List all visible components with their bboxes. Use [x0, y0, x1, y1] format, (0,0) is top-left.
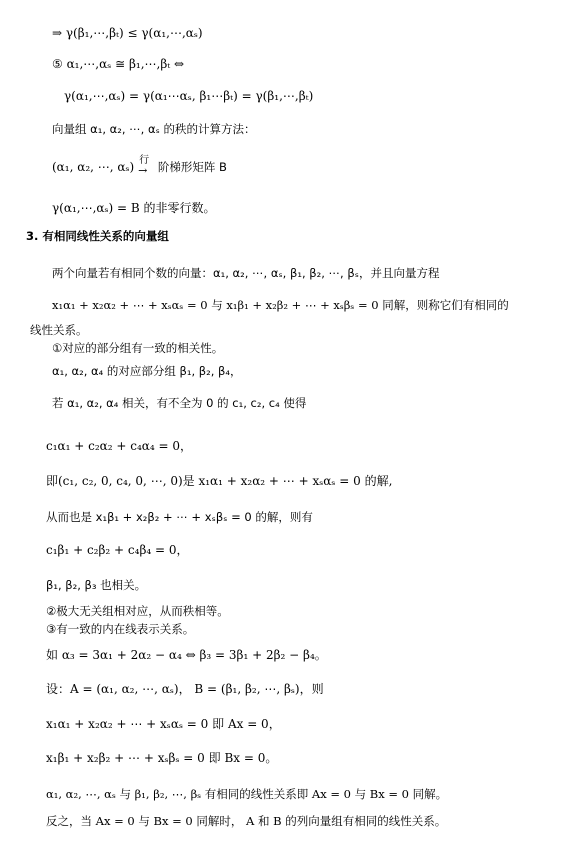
property-3: ③有一致的内在线表示关系。: [46, 622, 195, 636]
property-1: ①对应的部分组有一致的相关性。: [52, 341, 224, 355]
converse-statement: 反之，当 Ax = 0 与 Bx = 0 同解时， A 和 B 的列向量组有相同的线性关系。: [46, 814, 447, 828]
beta-dependent: β₁, β₂, β₃ 也相关。: [46, 578, 147, 592]
definition-line-2: x₁α₁ + x₂α₂ + ⋯ + xₛαₛ = 0 与 x₁β₁ + x₂β₂ + ⋯ + xₛβₛ = 0 同解，则称它们有相同的: [52, 298, 509, 312]
rank-method-heading: 向量组 α₁, α₂, ⋯, αₛ 的秩的计算方法：: [52, 122, 256, 136]
solution-vector: 即(c₁, c₂, 0, c₄, 0, ⋯, 0)是 x₁α₁ + x₂α₂ + ⋯ + xₛαₛ = 0 的解,: [46, 474, 393, 488]
section-heading: 3. 有相同线性关系的向量组: [26, 229, 169, 243]
vector-group: (α₁, α₂, ⋯, αₛ): [52, 160, 135, 174]
system-a: x₁α₁ + x₂α₂ + ⋯ + xₛαₛ = 0 即 Ax = 0，: [46, 717, 281, 731]
rank-equality-formula: γ(α₁,⋯,αₛ) = γ(α₁⋯αₛ, β₁⋯βₜ) = γ(β₁,⋯,βₜ): [64, 89, 314, 103]
equivalence-condition: ⑤ α₁,⋯,αₛ ≅ β₁,⋯,βₜ ⇔: [52, 57, 185, 71]
rank-nonzero-rows: γ(α₁,⋯,αₛ) = B 的非零行数。: [52, 201, 216, 215]
equivalence-statement: α₁, α₂, ⋯, αₛ 与 β₁, β₂, ⋯, βₛ 有相同的线性关系即 Ax = 0 与 Bx = 0 同解。: [46, 787, 448, 801]
matrix-definition: 设：A = (α₁, α₂, ⋯, αₛ)， B = (β₁, β₂, ⋯, βₛ)，则: [46, 682, 324, 696]
definition-line-1: 两个向量若有相同个数的向量：α₁, α₂, ⋯, αₛ, β₁, β₂, ⋯, βₛ，并且向量方程: [52, 266, 440, 280]
alpha-combination: c₁α₁ + c₂α₂ + c₄α₄ = 0，: [46, 439, 193, 453]
definition-line-3: 线性关系。: [30, 323, 88, 337]
dependency-assumption: 若 α₁, α₂, α₄ 相关，有不全为 0 的 c₁, c₂, c₄ 使得: [52, 396, 307, 410]
echelon-matrix-label: 阶梯形矩阵 B: [157, 160, 227, 174]
arrow-icon: →: [138, 164, 148, 177]
example-relation: 如 α₃ = 3α₁ + 2α₂ − α₄ ⇔ β₃ = 3β₁ + 2β₂ − β₄。: [46, 648, 327, 662]
row-reduction-line: [52, 155, 227, 177]
system-b: x₁β₁ + x₂β₂ + ⋯ + xₛβₛ = 0 即 Bx = 0。: [46, 751, 278, 765]
beta-combination: c₁β₁ + c₂β₂ + c₄β₄ = 0，: [46, 543, 189, 557]
property-2: ②极大无关组相对应，从而秩相等。: [46, 604, 229, 618]
row-label: 行: [139, 155, 150, 166]
corresponding-subgroup: α₁, α₂, α₄ 的对应部分组 β₁, β₂, β₄，: [52, 364, 242, 378]
also-solution: 从而也是 x₁β₁ + x₂β₂ + ⋯ + xₛβₛ = 0 的解，则有: [46, 510, 313, 524]
rank-inequality: ⇒ γ(β₁,⋯,βₜ) ≤ γ(α₁,⋯,αₛ): [52, 26, 203, 40]
row-transform-arrow: [138, 155, 154, 177]
